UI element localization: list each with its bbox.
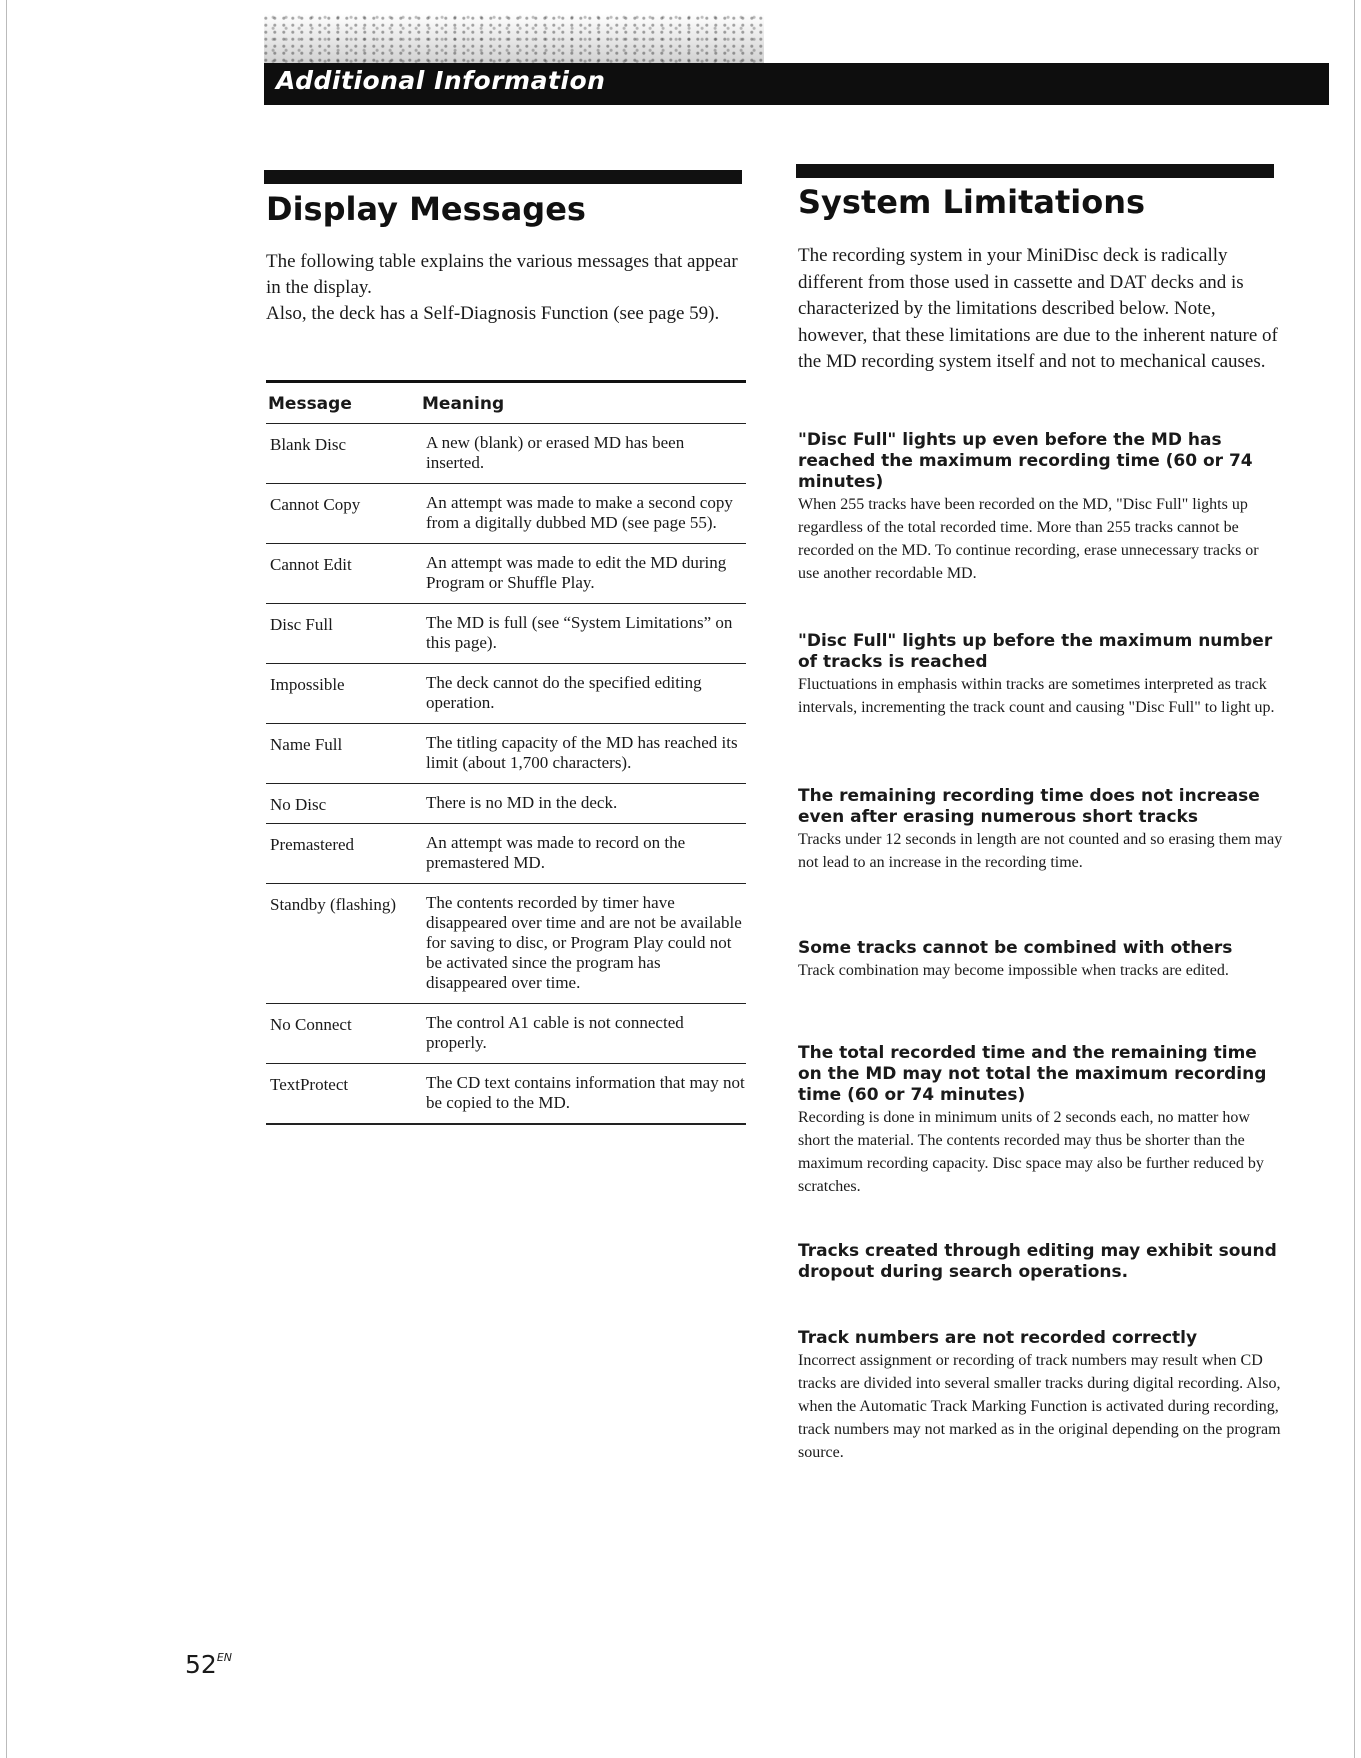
limitation-heading: Track numbers are not recorded correctly [798,1328,1198,1348]
limitation-item [798,786,1283,874]
table-row [266,823,746,883]
limitation-body: When 255 tracks have been recorded on the MD, "Disc Full" lights up regardless of the total recorded time. More than 255 tracks cannot be recorded on the MD. To continue recording, erase unnecessary tracks or use another recordable MD. [798,496,1259,582]
table-row [266,1003,746,1063]
limitation-item [798,1043,1283,1198]
display-messages-title: Display Messages [266,190,586,228]
section-rule-left [264,170,742,184]
section-rule-right [796,164,1274,178]
table-body [266,423,746,1123]
table-header-row [266,383,746,423]
message-cell: Name Full [270,735,343,754]
limitation-heading: Some tracks cannot be combined with others [798,938,1233,958]
limitation-body: Fluctuations in emphasis within tracks are sometimes interpreted as track intervals, incrementing the track count and causing "Disc Full" to light up. [798,676,1275,716]
limitation-item [798,938,1283,982]
meaning-cell: An attempt was made to edit the MD during Program or Shuffle Play. [426,553,727,592]
scan-edge-right [1354,0,1355,1758]
message-cell: No Disc [270,795,327,814]
message-cell: Premastered [270,835,355,854]
meaning-cell: An attempt was made to make a second copy from a digitally dubbed MD (see page 55). [426,493,733,532]
message-cell: Cannot Edit [270,555,352,574]
limitation-heading: "Disc Full" lights up even before the MD has reached the maximum recording time (60 or 74 minutes) [798,430,1253,492]
message-cell: Blank Disc [270,435,347,454]
limitation-body: Tracks under 12 seconds in length are not counted and so erasing them may not lead to an increase in the recording time. [798,831,1283,871]
message-cell: No Connect [270,1015,352,1034]
system-limitations-intro: The recording system in your MiniDisc deck is radically different from those used in cassette and DAT decks and is characterized by the limitations described below. Note, however, that these limitations are due to the inherent nature of the MD recording system itself and not to mechanical causes. [798,245,1278,372]
table-bottom-rule [266,1123,746,1125]
message-cell: Impossible [270,675,345,694]
message-cell: Cannot Copy [270,495,361,514]
page-number [185,1650,232,1679]
limitation-body: Recording is done in minimum units of 2 seconds each, no matter how short the material. The contents recorded may thus be shorter than the maximum recording capacity. Disc space may also be further reduced by scratches. [798,1109,1264,1195]
limitation-heading: The total recorded time and the remaining time on the MD may not total the maximum recording time (60 or 74 minutes) [798,1043,1267,1105]
limitation-heading: Tracks created through editing may exhibit sound dropout during search operations. [798,1241,1277,1282]
limitation-heading: The remaining recording time does not increase even after erasing numerous short tracks [798,786,1260,827]
meaning-cell: There is no MD in the deck. [426,793,618,812]
limitation-heading: "Disc Full" lights up before the maximum number of tracks is reached [798,631,1273,672]
scan-edge-left [6,0,7,1758]
limitation-body: Track combination may become impossible when tracks are edited. [798,962,1229,979]
meaning-cell: The CD text contains information that may not be copied to the MD. [426,1073,745,1112]
meaning-cell: A new (blank) or erased MD has been inserted. [426,433,685,472]
table-row [266,483,746,543]
limitation-item [798,631,1283,719]
limitation-item [798,1328,1283,1464]
header-title: Additional Information [276,66,606,95]
meaning-cell: The deck cannot do the specified editing operation. [426,673,702,712]
page-number-value: 52 [185,1650,217,1679]
limitation-body: Incorrect assignment or recording of track numbers may result when CD tracks are divided into several smaller tracks during digital recording. Also, when the Automatic Track Marking Function is activated during recording, track numbers may not marked as in the original depending on the program source. [798,1352,1281,1461]
intro-line-2: Also, the deck has a Self-Diagnosis Function (see page 59). [266,303,720,324]
intro-line-1: The following table explains the various messages that appear in the display. [266,251,738,298]
table-row [266,663,746,723]
page-number-suffix: EN [216,1651,232,1664]
system-limitations-title: System Limitations [798,183,1146,221]
table-row [266,723,746,783]
header-halftone [264,14,764,64]
column-header-message: Message [268,394,352,414]
message-cell: Standby (flashing) [270,895,397,914]
message-cell: TextProtect [270,1075,349,1094]
meaning-cell: The MD is full (see “System Limitations” on this page). [426,613,733,652]
table-row [266,783,746,823]
meaning-cell: An attempt was made to record on the premastered MD. [426,833,686,872]
table-row [266,603,746,663]
limitation-item [798,430,1283,585]
meaning-cell: The contents recorded by timer have disappeared over time and are not be available for saving to disc, or Program Play could not be activated since the program has disappeared over time. [426,893,742,992]
meaning-cell: The control A1 cable is not connected properly. [426,1013,684,1052]
table-row [266,883,746,1003]
table-row [266,423,746,483]
messages-table [266,380,746,1125]
meaning-cell: The titling capacity of the MD has reached its limit (about 1,700 characters). [426,733,738,772]
column-header-meaning: Meaning [422,394,505,414]
table-row [266,543,746,603]
message-cell: Disc Full [270,615,333,634]
display-messages-intro [266,249,746,327]
limitation-item [798,1241,1283,1283]
table-row [266,1063,746,1123]
